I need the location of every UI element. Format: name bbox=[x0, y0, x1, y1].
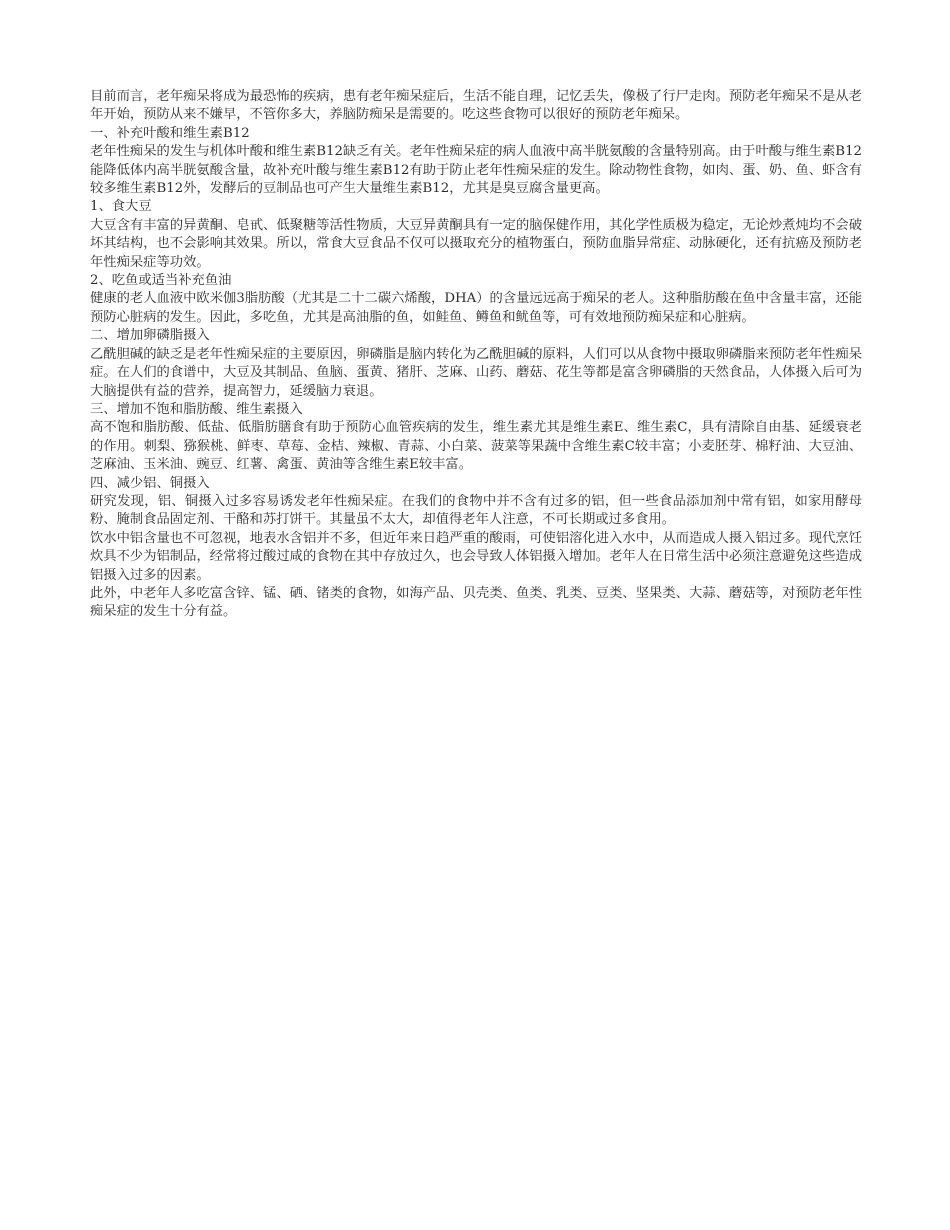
section-heading-lecithin: 二、增加卵磷脂摄入 bbox=[90, 328, 210, 344]
section-paragraph-folate-b12: 老年性痴呆的发生与机体叶酸和维生素B12缺乏有关。老年性痴呆症的病人血液中高半胱氨酸的含量特别高。由于叶酸与维生素B12能降低体内高半胱氨酸含量，故补充叶酸与维生素B12有助于防止老年性痴呆症的发生。除动物性食物，如肉、蛋、奶、鱼、虾含有较多维生素B12外，发酵后的豆制品也可产生大量维生素B12，尤其是臭豆腐含量更高。 bbox=[90, 144, 862, 197]
paragraph-fish-oil: 健康的老人血液中欧米伽3脂肪酸（尤其是二十二碳六烯酸，DHA）的含量远远高于痴呆的老人。这种脂肪酸在鱼中含量丰富，还能预防心脏病的发生。因此，多吃鱼，尤其是高油脂的鱼，如鲑鱼、鳟鱼和鱿鱼等，可有效地预防痴呆症和心脏病。 bbox=[90, 291, 862, 325]
subheading-soybean: 1、食大豆 bbox=[90, 199, 152, 215]
section-heading-unsaturated-fat: 三、增加不饱和脂肪酸、维生素摄入 bbox=[90, 401, 303, 417]
closing-paragraph: 此外，中老年人多吃富含锌、锰、硒、锗类的食物，如海产品、贝壳类、鱼类、乳类、豆类、坚果类、大蒜、蘑菇等，对预防老年性痴呆症的发生十分有益。 bbox=[90, 585, 862, 620]
section-paragraph-unsaturated-fat: 高不饱和脂肪酸、低盐、低脂肪膳食有助于预防心血管疾病的发生，维生素尤其是维生素E、维生素C，具有清除自由基、延缓衰老的作用。刺梨、猕猴桃、鲜枣、草莓、金桔、辣椒、青蒜、小白菜、菠菜等果蔬中含维生素C较丰富；小麦胚芽、棉籽油、大豆油、芝麻油、玉米油、豌豆、红薯、禽蛋、黄油等含维生素E较丰富。 bbox=[90, 420, 862, 473]
article-body bbox=[90, 88, 862, 622]
section-paragraph-aluminum-food: 研究发现，铝、铜摄入过多容易诱发老年性痴呆症。在我们的食物中并不含有过多的铝，但一些食品添加剂中常有铝，如家用酵母粉、腌制食品固定剂、干酪和苏打饼干。其量虽不太大，却值得老年人注意，不可长期或过多食用。 bbox=[90, 493, 862, 528]
paragraph-soybean: 大豆含有丰富的异黄酮、皂甙、低聚糖等活性物质，大豆异黄酮具有一定的脑保健作用，其化学性质极为稳定，无论炒煮炖均不会破坏其结构，也不会影响其效果。所以，常食大豆食品不仅可以摄取充分的植物蛋白，预防血脂异常症、动脉硬化，还有抗癌及预防老年性痴呆症等功效。 bbox=[90, 217, 862, 270]
section-paragraph-aluminum-water: 饮水中铝含量也不可忽视，地表水含铝并不多，但近年来日趋严重的酸雨，可使铝溶化进入水中，从而造成人摄入铝过多。现代烹饪炊具不少为铝制品，经常将过酸过咸的食物在其中存放过久，也会导致人体铝摄入增加。老年人在日常生活中必须注意避免这些造成铝摄入过多的因素。 bbox=[90, 530, 862, 583]
intro-paragraph: 目前而言，老年痴呆将成为最恐怖的疾病，患有老年痴呆症后，生活不能自理，记忆丢失，像极了行尸走肉。预防老年痴呆不是从老年开始，预防从来不嫌早，不管你多大，养脑防痴呆是需要的。吃这些食物可以很好的预防老年痴呆。 bbox=[90, 89, 862, 123]
section-heading-aluminum-copper: 四、减少铝、铜摄入 bbox=[90, 475, 210, 491]
section-paragraph-lecithin: 乙酰胆碱的缺乏是老年性痴呆症的主要原因，卵磷脂是脑内转化为乙酰胆碱的原料，人们可以从食物中摄取卵磷脂来预防老年性痴呆症。在人们的食谱中，大豆及其制品、鱼脑、蛋黄、猪肝、芝麻、山药、蘑菇、花生等都是富含卵磷脂的天然食品，人体摄入后可为大脑提供有益的营养，提高智力，延缓脑力衰退。 bbox=[90, 346, 862, 399]
subheading-fish-oil: 2、吃鱼或适当补充鱼油 bbox=[90, 273, 232, 289]
section-heading-folate-b12: 一、补充叶酸和维生素B12 bbox=[90, 125, 250, 141]
